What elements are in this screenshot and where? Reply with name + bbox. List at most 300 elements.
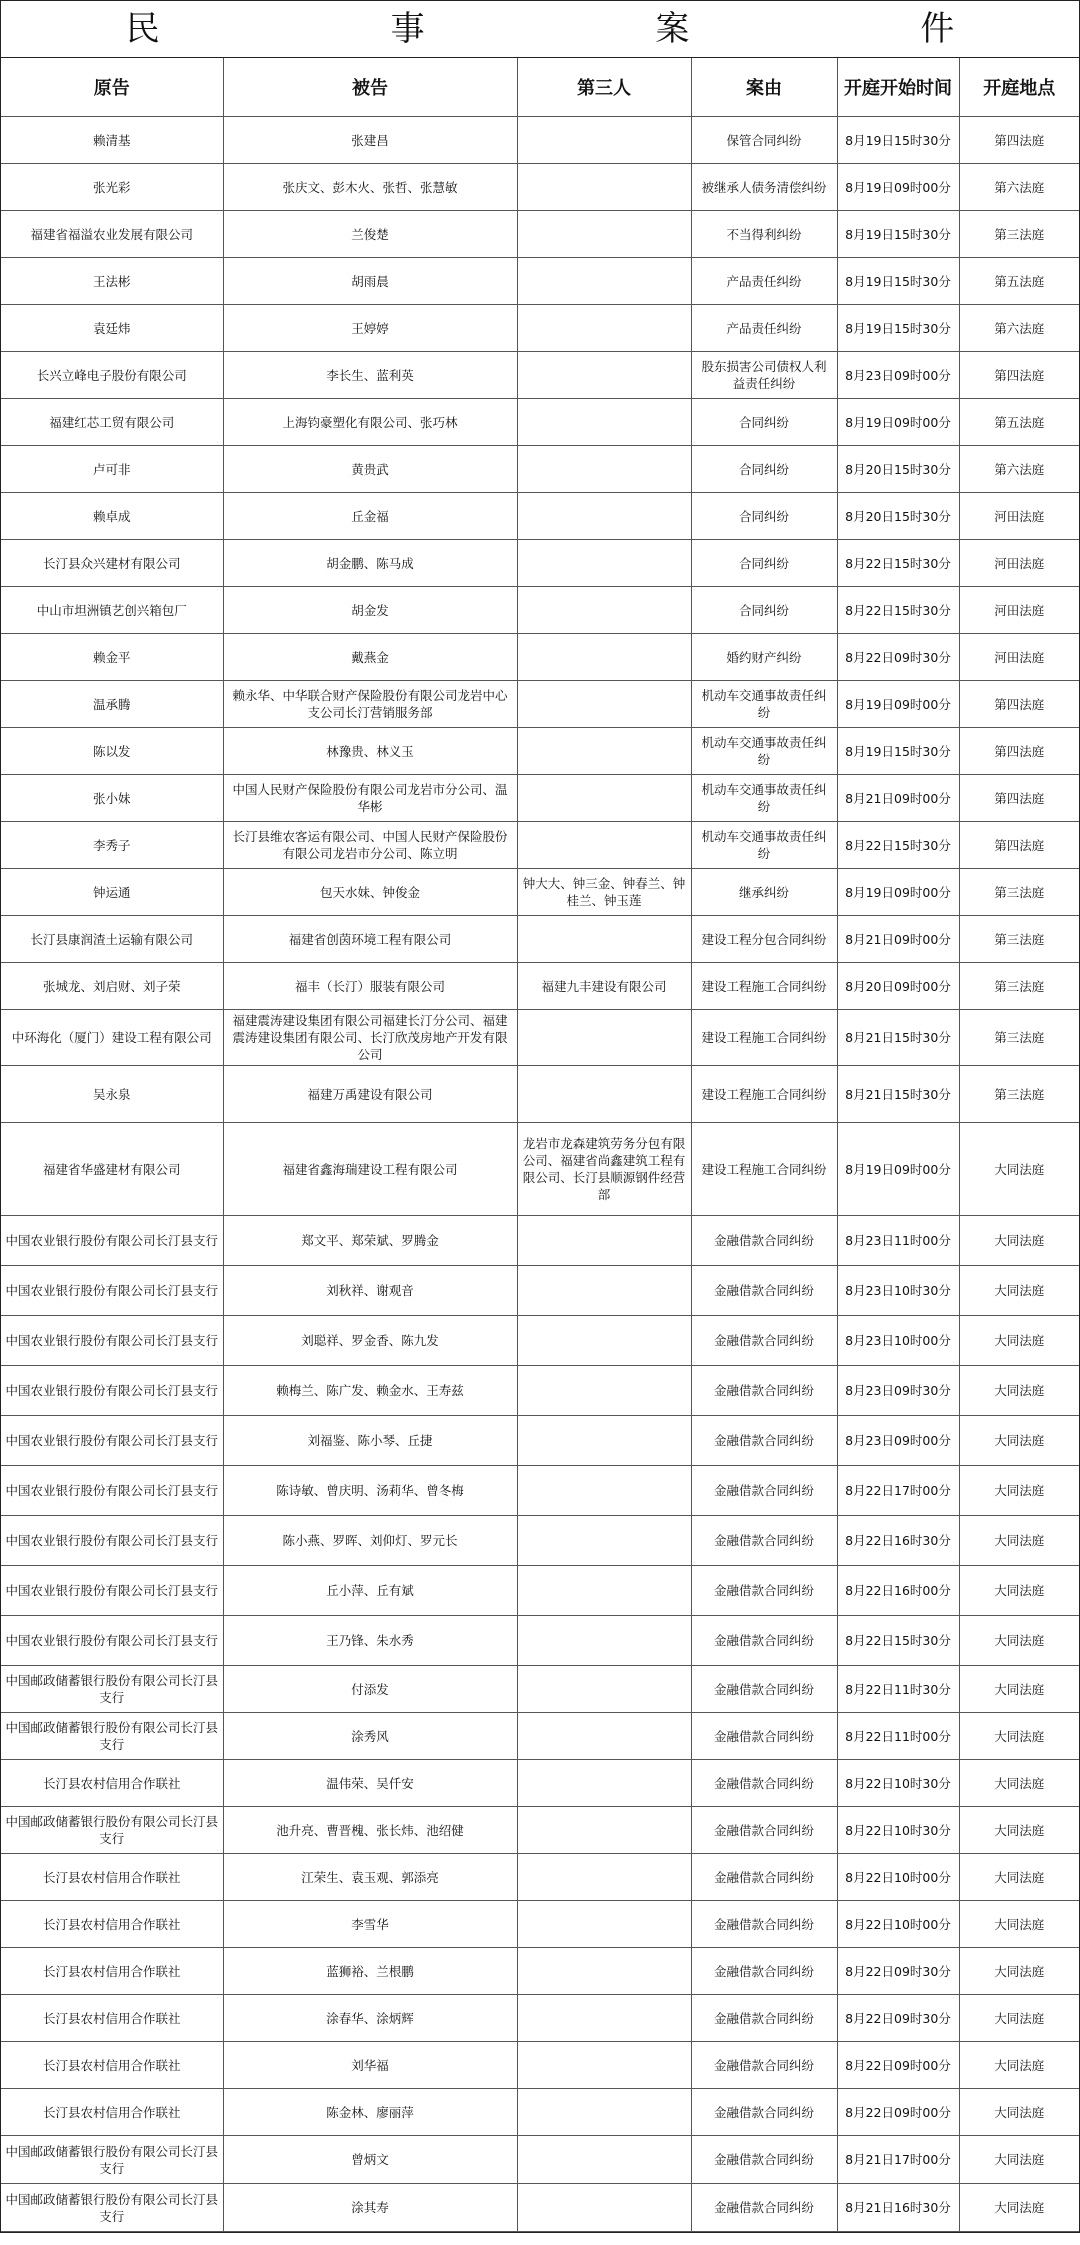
cell-defendant: 林豫贵、林义玉 — [223, 728, 517, 775]
cell-third-party — [517, 1316, 691, 1366]
cell-cause: 金融借款合同纠纷 — [691, 1516, 837, 1566]
cell-hearing-time: 8月19日15时30分 — [837, 117, 959, 164]
cell-defendant: 福丰（长汀）服装有限公司 — [223, 963, 517, 1010]
cell-third-party — [517, 1010, 691, 1066]
cell-third-party — [517, 1616, 691, 1666]
table-row — [1, 1566, 1079, 1616]
cell-cause: 建设工程施工合同纠纷 — [691, 1066, 837, 1123]
cell-hearing-time: 8月22日16时30分 — [837, 1516, 959, 1566]
cell-hearing-time: 8月23日10时00分 — [837, 1316, 959, 1366]
cell-hearing-location: 第三法庭 — [959, 1010, 1079, 1066]
cell-cause: 合同纠纷 — [691, 493, 837, 540]
cell-cause: 金融借款合同纠纷 — [691, 1666, 837, 1713]
cell-hearing-time: 8月19日15时30分 — [837, 305, 959, 352]
cell-cause: 机动车交通事故责任纠纷 — [691, 728, 837, 775]
cell-plaintiff: 张城龙、刘启财、刘子荣 — [1, 963, 223, 1010]
cell-defendant: 陈诗敏、曾庆明、汤莉华、曾冬梅 — [223, 1466, 517, 1516]
cell-cause: 金融借款合同纠纷 — [691, 1948, 837, 1995]
cell-cause: 金融借款合同纠纷 — [691, 1854, 837, 1901]
cell-hearing-location: 河田法庭 — [959, 587, 1079, 634]
cell-defendant: 刘华福 — [223, 2042, 517, 2089]
cell-third-party — [517, 681, 691, 728]
cell-hearing-time: 8月22日15时30分 — [837, 1616, 959, 1666]
cell-defendant: 刘福鉴、陈小琴、丘捷 — [223, 1416, 517, 1466]
table-row — [1, 916, 1079, 963]
cell-hearing-location: 第四法庭 — [959, 352, 1079, 399]
cell-third-party — [517, 2089, 691, 2136]
table-row — [1, 352, 1079, 399]
cell-hearing-location: 大同法庭 — [959, 1123, 1079, 1216]
cell-defendant: 兰俊楚 — [223, 211, 517, 258]
table-row — [1, 728, 1079, 775]
cell-hearing-time: 8月23日09时30分 — [837, 1366, 959, 1416]
table-row — [1, 1123, 1079, 1216]
cell-third-party — [517, 211, 691, 258]
table-row — [1, 1901, 1079, 1948]
cell-third-party — [517, 2136, 691, 2184]
cell-cause: 金融借款合同纠纷 — [691, 1566, 837, 1616]
cell-hearing-location: 大同法庭 — [959, 1807, 1079, 1854]
cell-plaintiff: 福建省华盛建材有限公司 — [1, 1123, 223, 1216]
cell-third-party — [517, 493, 691, 540]
cell-defendant: 郑文平、郑荣斌、罗腾金 — [223, 1216, 517, 1266]
cell-hearing-time: 8月22日11时30分 — [837, 1666, 959, 1713]
cell-defendant: 蓝狮裕、兰根鹏 — [223, 1948, 517, 1995]
cell-cause: 金融借款合同纠纷 — [691, 1416, 837, 1466]
cell-hearing-time: 8月22日11时00分 — [837, 1713, 959, 1760]
cell-hearing-time: 8月20日15时30分 — [837, 446, 959, 493]
cell-third-party — [517, 1266, 691, 1316]
cell-third-party — [517, 916, 691, 963]
cell-hearing-location: 大同法庭 — [959, 1416, 1079, 1466]
cell-hearing-location: 大同法庭 — [959, 1616, 1079, 1666]
cell-third-party — [517, 352, 691, 399]
cell-hearing-location: 第三法庭 — [959, 963, 1079, 1010]
cell-hearing-time: 8月22日09时00分 — [837, 2042, 959, 2089]
cell-plaintiff: 福建红芯工贸有限公司 — [1, 399, 223, 446]
table-row — [1, 587, 1079, 634]
cell-hearing-time: 8月21日09时00分 — [837, 916, 959, 963]
header-third-party: 第三人 — [517, 58, 691, 117]
cell-hearing-time: 8月22日10时00分 — [837, 1854, 959, 1901]
cell-cause: 金融借款合同纠纷 — [691, 2042, 837, 2089]
cell-defendant: 福建省创茵环境工程有限公司 — [223, 916, 517, 963]
table-row — [1, 775, 1079, 822]
cell-plaintiff: 中国农业银行股份有限公司长汀县支行 — [1, 1516, 223, 1566]
cell-hearing-time: 8月19日09时00分 — [837, 869, 959, 916]
table-row — [1, 963, 1079, 1010]
table-header-row — [1, 58, 1079, 117]
cell-hearing-time: 8月19日09时00分 — [837, 1123, 959, 1216]
cell-hearing-time: 8月21日16时30分 — [837, 2184, 959, 2232]
cell-hearing-time: 8月22日10时00分 — [837, 1901, 959, 1948]
table-row — [1, 1616, 1079, 1666]
cell-third-party — [517, 1516, 691, 1566]
cell-cause: 金融借款合同纠纷 — [691, 1807, 837, 1854]
cell-plaintiff: 长兴立峰电子股份有限公司 — [1, 352, 223, 399]
cell-defendant: 张庆文、彭木火、张哲、张慧敏 — [223, 164, 517, 211]
cell-plaintiff: 陈以发 — [1, 728, 223, 775]
cell-hearing-location: 第六法庭 — [959, 164, 1079, 211]
cell-plaintiff: 长汀县康润渣土运输有限公司 — [1, 916, 223, 963]
cell-hearing-time: 8月21日09时00分 — [837, 775, 959, 822]
cell-defendant: 赖梅兰、陈广发、赖金水、王寿兹 — [223, 1366, 517, 1416]
header-hearing-time: 开庭开始时间 — [837, 58, 959, 117]
cell-hearing-location: 第六法庭 — [959, 446, 1079, 493]
cell-third-party — [517, 1807, 691, 1854]
cell-defendant: 上海钧豪塑化有限公司、张巧林 — [223, 399, 517, 446]
cell-cause: 金融借款合同纠纷 — [691, 2184, 837, 2232]
cell-hearing-time: 8月19日15时30分 — [837, 258, 959, 305]
cell-cause: 机动车交通事故责任纠纷 — [691, 822, 837, 869]
table-row — [1, 634, 1079, 681]
cell-cause: 金融借款合同纠纷 — [691, 1316, 837, 1366]
table-row — [1, 2089, 1079, 2136]
cell-cause: 金融借款合同纠纷 — [691, 1266, 837, 1316]
cell-cause: 不当得利纠纷 — [691, 211, 837, 258]
header-cause: 案由 — [691, 58, 837, 117]
cell-plaintiff: 中国农业银行股份有限公司长汀县支行 — [1, 1266, 223, 1316]
cell-defendant: 温伟荣、吴仟安 — [223, 1760, 517, 1807]
cell-cause: 建设工程施工合同纠纷 — [691, 963, 837, 1010]
cell-plaintiff: 中国农业银行股份有限公司长汀县支行 — [1, 1466, 223, 1516]
table-body — [1, 117, 1079, 2232]
cell-hearing-time: 8月23日09时00分 — [837, 352, 959, 399]
cell-third-party — [517, 587, 691, 634]
cell-cause: 建设工程分包合同纠纷 — [691, 916, 837, 963]
cell-third-party — [517, 1948, 691, 1995]
cell-hearing-time: 8月22日16时00分 — [837, 1566, 959, 1616]
cell-third-party — [517, 2042, 691, 2089]
cell-hearing-time: 8月22日10时30分 — [837, 1807, 959, 1854]
table-row — [1, 446, 1079, 493]
cell-defendant: 李长生、蓝利英 — [223, 352, 517, 399]
cell-defendant: 刘秋祥、谢观音 — [223, 1266, 517, 1316]
table-row — [1, 1948, 1079, 1995]
cell-hearing-location: 河田法庭 — [959, 634, 1079, 681]
cell-cause: 金融借款合同纠纷 — [691, 1466, 837, 1516]
header-plaintiff: 原告 — [1, 58, 223, 117]
cell-defendant: 福建震涛建设集团有限公司福建长汀分公司、福建震涛建设集团有限公司、长汀欣茂房地产开发有限公司 — [223, 1010, 517, 1066]
cell-hearing-time: 8月22日09时30分 — [837, 1948, 959, 1995]
cell-hearing-location: 大同法庭 — [959, 1901, 1079, 1948]
table-row — [1, 681, 1079, 728]
cell-plaintiff: 中国农业银行股份有限公司长汀县支行 — [1, 1216, 223, 1266]
table-row — [1, 1416, 1079, 1466]
table-row — [1, 305, 1079, 352]
cell-third-party — [517, 1666, 691, 1713]
table-row — [1, 1760, 1079, 1807]
cell-cause: 被继承人债务清偿纠纷 — [691, 164, 837, 211]
cell-plaintiff: 中国邮政储蓄银行股份有限公司长汀县支行 — [1, 1666, 223, 1713]
cell-hearing-location: 大同法庭 — [959, 2042, 1079, 2089]
cell-cause: 金融借款合同纠纷 — [691, 2136, 837, 2184]
cell-hearing-location: 大同法庭 — [959, 2136, 1079, 2184]
cell-hearing-location: 大同法庭 — [959, 1216, 1079, 1266]
cell-third-party — [517, 1566, 691, 1616]
cell-cause: 金融借款合同纠纷 — [691, 1995, 837, 2042]
cell-hearing-time: 8月19日15时30分 — [837, 211, 959, 258]
cell-defendant: 陈金林、廖丽萍 — [223, 2089, 517, 2136]
cell-defendant: 王乃锋、朱水秀 — [223, 1616, 517, 1666]
cell-hearing-time: 8月20日15时30分 — [837, 493, 959, 540]
cases-table — [1, 58, 1079, 2232]
cell-hearing-location: 大同法庭 — [959, 1516, 1079, 1566]
cell-third-party — [517, 1995, 691, 2042]
table-row — [1, 1807, 1079, 1854]
cell-hearing-location: 第三法庭 — [959, 869, 1079, 916]
cell-plaintiff: 中山市坦洲镇艺创兴箱包厂 — [1, 587, 223, 634]
cell-cause: 机动车交通事故责任纠纷 — [691, 775, 837, 822]
cell-defendant: 丘小萍、丘有斌 — [223, 1566, 517, 1616]
cell-cause: 金融借款合同纠纷 — [691, 1760, 837, 1807]
cell-third-party — [517, 775, 691, 822]
cell-cause: 股东损害公司债权人利益责任纠纷 — [691, 352, 837, 399]
table-row — [1, 1854, 1079, 1901]
table-row — [1, 1366, 1079, 1416]
cell-plaintiff: 中国农业银行股份有限公司长汀县支行 — [1, 1416, 223, 1466]
cell-hearing-time: 8月19日09时00分 — [837, 399, 959, 446]
table-row — [1, 822, 1079, 869]
table-row — [1, 258, 1079, 305]
cell-plaintiff: 张光彩 — [1, 164, 223, 211]
table-row — [1, 2136, 1079, 2184]
cell-hearing-time: 8月22日15时30分 — [837, 822, 959, 869]
cell-plaintiff: 中国邮政储蓄银行股份有限公司长汀县支行 — [1, 1713, 223, 1760]
table-row — [1, 493, 1079, 540]
cell-plaintiff: 温承腾 — [1, 681, 223, 728]
cell-hearing-time: 8月22日09时30分 — [837, 634, 959, 681]
cell-plaintiff: 长汀县众兴建材有限公司 — [1, 540, 223, 587]
cell-plaintiff: 李秀子 — [1, 822, 223, 869]
table-row — [1, 1713, 1079, 1760]
cell-plaintiff: 赖金平 — [1, 634, 223, 681]
cell-third-party: 龙岩市龙森建筑劳务分包有限公司、福建省尚鑫建筑工程有限公司、长汀县顺源钢件经营部 — [517, 1123, 691, 1216]
cell-hearing-time: 8月22日17时00分 — [837, 1466, 959, 1516]
cell-hearing-location: 第三法庭 — [959, 211, 1079, 258]
table-row — [1, 1516, 1079, 1566]
header-hearing-location: 开庭地点 — [959, 58, 1079, 117]
cell-hearing-location: 第三法庭 — [959, 916, 1079, 963]
cell-third-party — [517, 1713, 691, 1760]
cell-hearing-time: 8月21日15时30分 — [837, 1010, 959, 1066]
cell-defendant: 涂春华、涂炳辉 — [223, 1995, 517, 2042]
cell-hearing-time: 8月22日15时30分 — [837, 540, 959, 587]
cell-hearing-time: 8月22日15时30分 — [837, 587, 959, 634]
cell-plaintiff: 赖清基 — [1, 117, 223, 164]
cell-hearing-location: 第四法庭 — [959, 117, 1079, 164]
cell-cause: 金融借款合同纠纷 — [691, 1216, 837, 1266]
table-row — [1, 2042, 1079, 2089]
cell-plaintiff: 卢可非 — [1, 446, 223, 493]
cell-plaintiff: 赖卓成 — [1, 493, 223, 540]
cell-cause: 建设工程施工合同纠纷 — [691, 1123, 837, 1216]
cell-cause: 金融借款合同纠纷 — [691, 1901, 837, 1948]
cell-cause: 保管合同纠纷 — [691, 117, 837, 164]
cell-hearing-location: 大同法庭 — [959, 1316, 1079, 1366]
cell-hearing-location: 第三法庭 — [959, 1066, 1079, 1123]
cell-hearing-location: 大同法庭 — [959, 1366, 1079, 1416]
cell-third-party — [517, 822, 691, 869]
cell-hearing-time: 8月21日17时00分 — [837, 2136, 959, 2184]
cell-cause: 金融借款合同纠纷 — [691, 2089, 837, 2136]
cell-third-party: 福建九丰建设有限公司 — [517, 963, 691, 1010]
table-row — [1, 1010, 1079, 1066]
cell-plaintiff: 钟运通 — [1, 869, 223, 916]
cell-defendant: 刘聪祥、罗金香、陈九发 — [223, 1316, 517, 1366]
cell-plaintiff: 张小妹 — [1, 775, 223, 822]
cell-defendant: 涂其寿 — [223, 2184, 517, 2232]
cell-third-party — [517, 1466, 691, 1516]
cell-hearing-location: 大同法庭 — [959, 2089, 1079, 2136]
cell-hearing-time: 8月22日09时00分 — [837, 2089, 959, 2136]
cell-hearing-location: 第五法庭 — [959, 258, 1079, 305]
cell-hearing-location: 第四法庭 — [959, 681, 1079, 728]
cell-plaintiff: 中国邮政储蓄银行股份有限公司长汀县支行 — [1, 1807, 223, 1854]
cell-defendant: 胡雨晨 — [223, 258, 517, 305]
header-defendant: 被告 — [223, 58, 517, 117]
cell-cause: 机动车交通事故责任纠纷 — [691, 681, 837, 728]
cell-third-party — [517, 1216, 691, 1266]
cell-hearing-location: 第四法庭 — [959, 822, 1079, 869]
page-title: 民 事 案 件 — [1, 1, 1079, 58]
cell-hearing-location: 大同法庭 — [959, 1760, 1079, 1807]
cell-third-party — [517, 728, 691, 775]
cell-cause: 合同纠纷 — [691, 587, 837, 634]
table-row — [1, 164, 1079, 211]
cell-plaintiff: 中国邮政储蓄银行股份有限公司长汀县支行 — [1, 2184, 223, 2232]
cell-hearing-time: 8月23日11时00分 — [837, 1216, 959, 1266]
cell-third-party — [517, 305, 691, 352]
cell-plaintiff: 福建省福溢农业发展有限公司 — [1, 211, 223, 258]
table-row — [1, 1066, 1079, 1123]
cell-hearing-location: 第四法庭 — [959, 775, 1079, 822]
cell-defendant: 中国人民财产保险股份有限公司龙岩市分公司、温华彬 — [223, 775, 517, 822]
cell-plaintiff: 中国农业银行股份有限公司长汀县支行 — [1, 1366, 223, 1416]
cell-third-party — [517, 399, 691, 446]
cell-third-party — [517, 540, 691, 587]
cell-cause: 金融借款合同纠纷 — [691, 1616, 837, 1666]
cell-plaintiff: 王法彬 — [1, 258, 223, 305]
cell-plaintiff: 长汀县农村信用合作联社 — [1, 2042, 223, 2089]
table-row — [1, 399, 1079, 446]
cell-hearing-time: 8月20日09时00分 — [837, 963, 959, 1010]
cell-hearing-time: 8月22日10时30分 — [837, 1760, 959, 1807]
cell-third-party — [517, 2184, 691, 2232]
cell-defendant: 福建省鑫海瑞建设工程有限公司 — [223, 1123, 517, 1216]
cell-hearing-location: 大同法庭 — [959, 2184, 1079, 2232]
cell-hearing-time: 8月19日09时00分 — [837, 681, 959, 728]
cell-defendant: 胡金发 — [223, 587, 517, 634]
cell-hearing-location: 大同法庭 — [959, 1466, 1079, 1516]
cell-third-party — [517, 164, 691, 211]
cell-defendant: 黄贵武 — [223, 446, 517, 493]
table-row — [1, 211, 1079, 258]
cell-hearing-time: 8月23日10时30分 — [837, 1266, 959, 1316]
cell-third-party — [517, 1366, 691, 1416]
table-row — [1, 540, 1079, 587]
cell-defendant: 付添发 — [223, 1666, 517, 1713]
table-row — [1, 117, 1079, 164]
cell-hearing-time: 8月22日09时30分 — [837, 1995, 959, 2042]
cell-third-party — [517, 1854, 691, 1901]
cell-hearing-location: 河田法庭 — [959, 540, 1079, 587]
cell-plaintiff: 吴永泉 — [1, 1066, 223, 1123]
cell-third-party — [517, 634, 691, 681]
table-row — [1, 1316, 1079, 1366]
cell-hearing-location: 第四法庭 — [959, 728, 1079, 775]
cell-defendant: 赖永华、中华联合财产保险股份有限公司龙岩中心支公司长汀营销服务部 — [223, 681, 517, 728]
cell-defendant: 江荣生、袁玉观、郭添亮 — [223, 1854, 517, 1901]
cell-plaintiff: 中国农业银行股份有限公司长汀县支行 — [1, 1616, 223, 1666]
cell-cause: 继承纠纷 — [691, 869, 837, 916]
cell-defendant: 福建万禹建设有限公司 — [223, 1066, 517, 1123]
cell-defendant: 陈小燕、罗晖、刘仰灯、罗元长 — [223, 1516, 517, 1566]
cell-hearing-location: 大同法庭 — [959, 1666, 1079, 1713]
cell-third-party — [517, 117, 691, 164]
cell-hearing-location: 大同法庭 — [959, 1948, 1079, 1995]
cell-plaintiff: 袁廷炜 — [1, 305, 223, 352]
cell-cause: 合同纠纷 — [691, 446, 837, 493]
table-row — [1, 869, 1079, 916]
table-row — [1, 2184, 1079, 2232]
cell-cause: 产品责任纠纷 — [691, 305, 837, 352]
cell-plaintiff: 长汀县农村信用合作联社 — [1, 1854, 223, 1901]
cell-plaintiff: 长汀县农村信用合作联社 — [1, 1948, 223, 1995]
cell-cause: 金融借款合同纠纷 — [691, 1713, 837, 1760]
cell-plaintiff: 长汀县农村信用合作联社 — [1, 1901, 223, 1948]
cell-defendant: 曾炳文 — [223, 2136, 517, 2184]
table-row — [1, 1216, 1079, 1266]
cell-cause: 婚约财产纠纷 — [691, 634, 837, 681]
cell-defendant: 张建昌 — [223, 117, 517, 164]
table-row — [1, 1995, 1079, 2042]
cell-third-party: 钟大大、钟三金、钟春兰、钟桂兰、钟玉莲 — [517, 869, 691, 916]
cell-cause: 合同纠纷 — [691, 399, 837, 446]
cell-hearing-time: 8月19日15时30分 — [837, 728, 959, 775]
table-row — [1, 1666, 1079, 1713]
cell-third-party — [517, 258, 691, 305]
cell-hearing-location: 第五法庭 — [959, 399, 1079, 446]
cell-cause: 合同纠纷 — [691, 540, 837, 587]
cell-plaintiff: 中国农业银行股份有限公司长汀县支行 — [1, 1316, 223, 1366]
table-row — [1, 1266, 1079, 1316]
cell-defendant: 涂秀风 — [223, 1713, 517, 1760]
cell-plaintiff: 中环海化（厦门）建设工程有限公司 — [1, 1010, 223, 1066]
cell-third-party — [517, 1901, 691, 1948]
cell-hearing-location: 大同法庭 — [959, 1713, 1079, 1760]
cell-third-party — [517, 1416, 691, 1466]
cell-defendant: 丘金福 — [223, 493, 517, 540]
cell-plaintiff: 长汀县农村信用合作联社 — [1, 1995, 223, 2042]
cell-cause: 建设工程施工合同纠纷 — [691, 1010, 837, 1066]
cell-third-party — [517, 446, 691, 493]
cell-plaintiff: 长汀县农村信用合作联社 — [1, 2089, 223, 2136]
cell-hearing-location: 第六法庭 — [959, 305, 1079, 352]
cell-defendant: 胡金鹏、陈马成 — [223, 540, 517, 587]
cell-hearing-location: 大同法庭 — [959, 1266, 1079, 1316]
cell-hearing-time: 8月23日09时00分 — [837, 1416, 959, 1466]
cell-defendant: 王婷婷 — [223, 305, 517, 352]
cell-defendant: 池升亮、曹晋槐、张长炜、池绍健 — [223, 1807, 517, 1854]
cell-defendant: 长汀县维农客运有限公司、中国人民财产保险股份有限公司龙岩市分公司、陈立明 — [223, 822, 517, 869]
cell-hearing-location: 大同法庭 — [959, 1854, 1079, 1901]
cell-third-party — [517, 1066, 691, 1123]
cell-defendant: 李雪华 — [223, 1901, 517, 1948]
cell-cause: 金融借款合同纠纷 — [691, 1366, 837, 1416]
cell-hearing-location: 河田法庭 — [959, 493, 1079, 540]
cell-plaintiff: 中国邮政储蓄银行股份有限公司长汀县支行 — [1, 2136, 223, 2184]
